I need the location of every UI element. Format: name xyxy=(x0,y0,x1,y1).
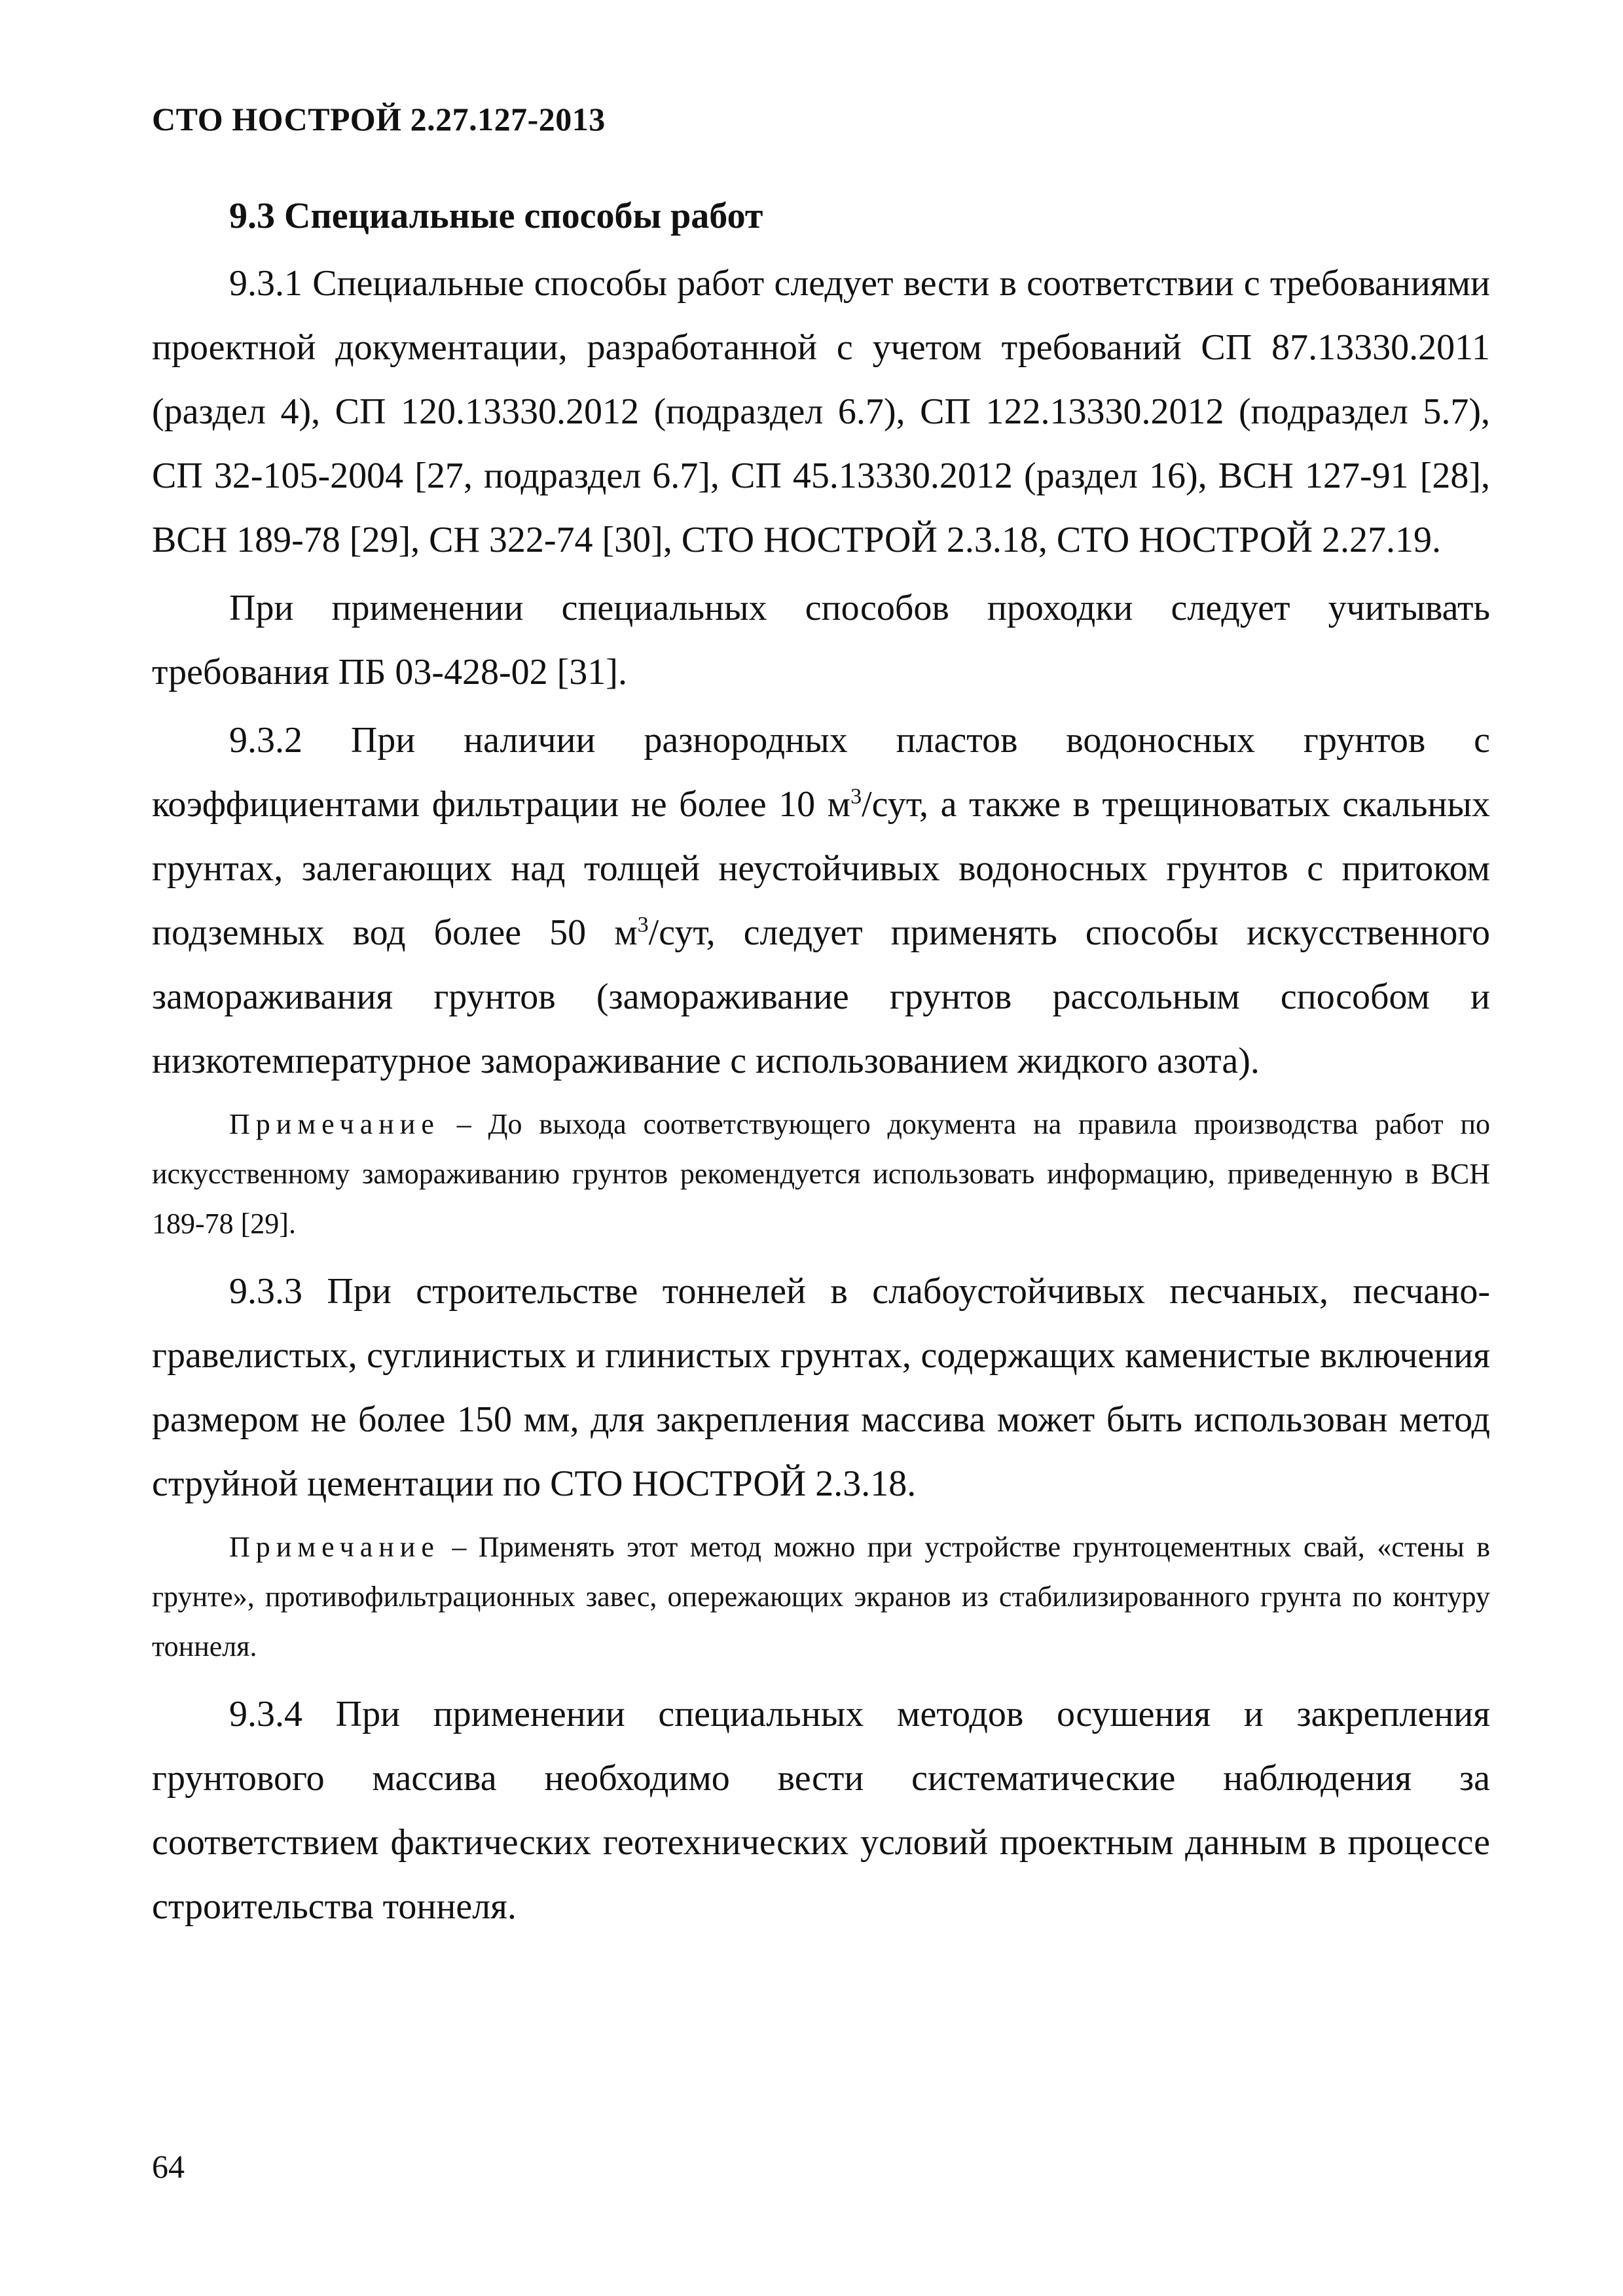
note-label: Примечание xyxy=(229,1531,440,1563)
document-header: СТО НОСТРОЙ 2.27.127-2013 xyxy=(152,101,606,137)
paragraph-9-3-2 xyxy=(152,708,1490,1093)
document-body xyxy=(152,190,1490,1943)
note-label: Примечание xyxy=(229,1108,440,1140)
paragraph-9-3-2-part2: /сут, а также в трещиноватых скальных грунтах, залегающих над толщей неустойчивых водоносных грунтов с притоком подземных вод более 50 м xyxy=(152,784,1490,953)
note-text: – Применять этот метод можно при устройстве грунтоцементных свай, «стены в грунте», противофильтрационных завес, опережающих экранов из стабилизированного грунта по контуру тоннеля. xyxy=(152,1531,1490,1662)
paragraph-9-3-1: 9.3.1 Специальные способы работ следует вести в соответствии с требованиями проектной документации, разработанной с учетом требований СП 87.13330.2011 (раздел 4), СП 120.13330.2012 (подраздел 6.7), СП 122.13330.2012 (подраздел 5.7), СП 32-105-2004 [27, подраздел 6.7], СП 45.13330.2012 (раздел 16), ВСН 127-91 [28], ВСН 189-78 [29], СН 322-74 [30], СТО НОСТРОЙ 2.3.18, СТО НОСТРОЙ 2.27.19. xyxy=(152,263,1490,560)
paragraph-9-3-2-part3: /сут, следует применять способы искусственного замораживания грунтов (замораживание грунтов рассольным способом и низкотемпературное замораживание с использованием жидкого азота). xyxy=(152,912,1491,1081)
superscript-cubic-1: 3 xyxy=(850,784,862,809)
paragraph-9-3-4: 9.3.4 При применении специальных методов осушения и закрепления грунтового массива необходимо вести систематические наблюдения за соответствием фактических геотехнических условий проектным данным в процессе строительства тоннеля. xyxy=(152,1694,1490,1927)
paragraph-9-3-3: 9.3.3 При строительстве тоннелей в слабоустойчивых песчаных, песчано-гравелистых, суглинистых и глинистых грунтах, содержащих каменистые включения размером не более 150 мм, для закрепления массива может быть использован метод струйной цементации по СТО НОСТРОЙ 2.3.18. xyxy=(152,1271,1490,1504)
paragraph-9-3-2-part1: 9.3.2 При наличии разнородных пластов водоносных грунтов с коэффициентами фильтрации не более 10 м xyxy=(152,720,1490,825)
note-freezing xyxy=(152,1100,1490,1249)
page-number: 64 xyxy=(152,2148,185,2185)
note-jet-grouting xyxy=(152,1522,1490,1672)
section-title: 9.3 Специальные способы работ xyxy=(229,196,763,236)
superscript-cubic-2: 3 xyxy=(637,912,649,937)
note-text: – До выхода соответствующего документа на правила производства работ по искусственному замораживанию грунтов рекомендуется использовать информацию, приведенную в ВСН 189-78 [29]. xyxy=(152,1108,1490,1240)
paragraph-safety-rules: При применении специальных способов проходки следует учитывать требования ПБ 03-428-02 [31]. xyxy=(152,588,1490,692)
